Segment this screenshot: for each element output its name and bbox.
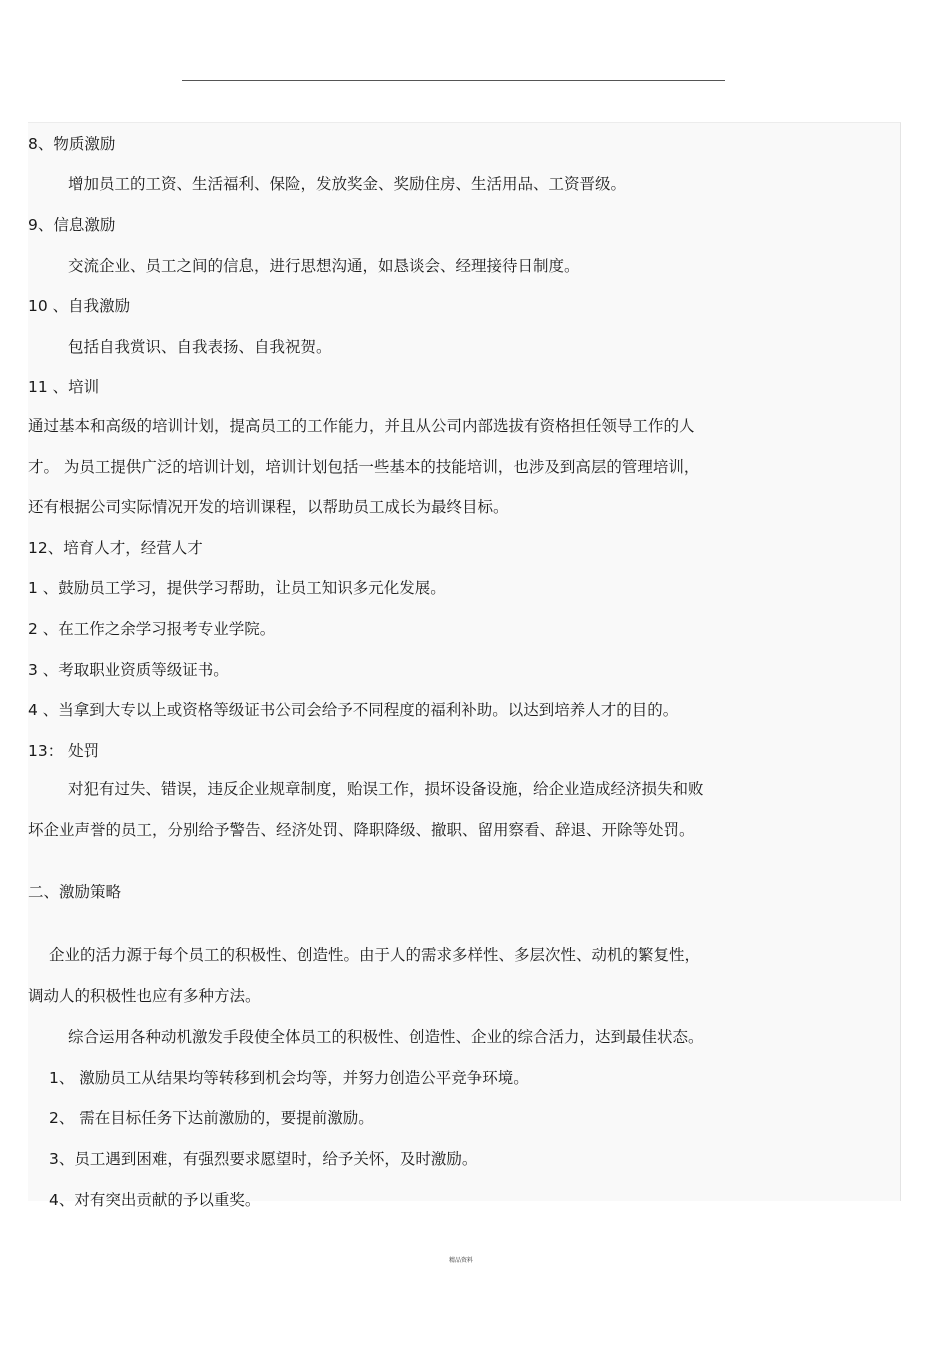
paragraph-line: 调动人的积极性也应有多种方法。 [28,987,261,1005]
list-item: 1 、鼓励员工学习，提供学习帮助，让员工知识多元化发展。 [28,579,446,597]
heading-info-incentive: 9、信息激励 [28,216,116,234]
list-item: 3、员工遇到困难，有强烈要求愿望时，给予关怀，及时激励。 [49,1150,478,1168]
paragraph-line: 对犯有过失、错误，违反企业规章制度，贻误工作，损坏设备设施，给企业造成经济损失和败 [68,780,704,798]
paragraph-line: 包括自我赏识、自我表扬、自我祝贺。 [68,338,332,356]
heading-material-incentive: 8、物质激励 [28,135,116,153]
paragraph-line: 综合运用各种动机激发手段使全体员工的积极性、创造性、企业的综合活力，达到最佳状态。 [68,1028,704,1046]
heading-training: 11 、培训 [28,378,100,396]
list-item: 3 、考取职业资质等级证书。 [28,661,229,679]
paragraph-line: 企业的活力源于每个员工的积极性、创造性。由于人的需求多样性、多层次性、动机的繁复性， [49,946,701,964]
paragraph-line: 交流企业、员工之间的信息，进行思想沟通，如恳谈会、经理接待日制度。 [68,257,580,275]
section-heading-incentive-strategy: 二、激励策略 [28,883,122,901]
list-item: 4 、当拿到大专以上或资格等级证书公司会给予不同程度的福利补助。以达到培养人才的目的。 [28,701,679,719]
paragraph-line: 增加员工的工资、生活福利、保险，发放奖金、奖励住房、生活用品、工资晋级。 [68,175,627,193]
heading-penalty: 13： 处罚 [28,742,100,760]
list-item: 1、 激励员工从结果均等转移到机会均等，并努力创造公平竞争环境。 [49,1069,529,1087]
list-item: 2 、在工作之余学习报考专业学院。 [28,620,276,638]
paragraph-line: 才。 为员工提供广泛的培训计划，培训计划包括一些基本的技能培训，也涉及到高层的管理培训， [28,458,700,476]
paragraph-line: 坏企业声誉的员工，分别给予警告、经济处罚、降职降级、撤职、留用察看、辞退、开除等处罚。 [28,821,695,839]
paragraph-line: 还有根据公司实际情况开发的培训课程，以帮助员工成长为最终目标。 [28,498,509,516]
heading-cultivate-talent: 12、培育人才，经营人才 [28,539,203,557]
heading-self-incentive: 10 、自我激励 [28,297,131,315]
footer-label: 精品资料 [449,1257,474,1264]
list-item: 4、对有突出贡献的予以重奖。 [49,1191,261,1209]
paragraph-line: 通过基本和高级的培训计划，提高员工的工作能力，并且从公司内部选拔有资格担任领导工作的人 [28,417,695,435]
header-rule [182,80,725,81]
list-item: 2、 需在目标任务下达前激励的，要提前激励。 [49,1109,374,1127]
